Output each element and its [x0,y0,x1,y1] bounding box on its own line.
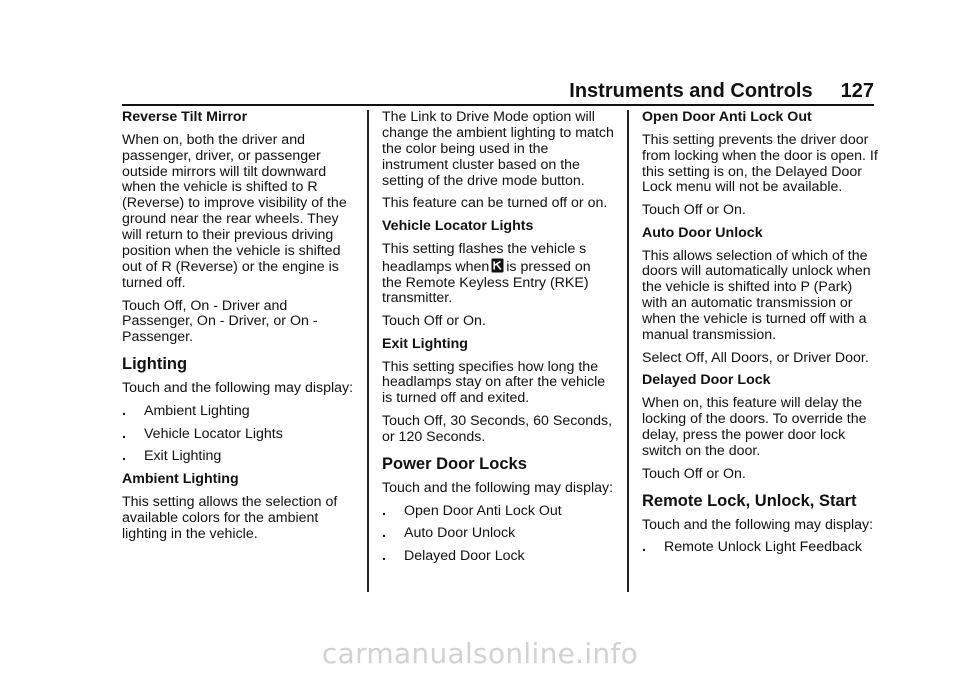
delayed-door-lock-heading: Delayed Door Lock [642,372,771,389]
power-door-locks-intro: Touch and the following may display: [382,479,614,496]
bullet-marker: . [122,425,126,442]
auto-door-unlock-options: Select Off, All Doors, or Driver Door. [642,349,869,366]
delayed-door-lock-options: Touch Off or On. [642,465,746,482]
bullet-text: Auto Door Unlock [404,525,516,542]
bullet-text: Exit Lighting [144,448,222,465]
open-door-anti-lock-out-options: Touch Off or On. [642,202,746,219]
column-divider-2 [627,110,629,592]
vehicle-locator-text-after-icon: is pressed on the Remote Keyless Entry (RKE) transmitter. [382,258,591,307]
column-2 [382,110,614,572]
bullet-marker: . [122,402,126,419]
open-door-anti-lock-out-description: This setting prevents the driver door from locking when the door is open. If this setting is on, the Delayed Door Lock menu will not be available. [642,131,878,196]
page-header [569,80,874,103]
bullet-marker: . [642,539,646,556]
remote-lock-heading: Remote Lock, Unlock, Start [642,491,857,510]
list-item [382,526,614,542]
link-drive-mode-text: The Link to Drive Mode option will change the ambient lighting to match the color being used in the instrument cluster based on the setting of the drive mode button. [382,109,614,189]
vehicle-locator-lights-description [382,242,614,308]
ambient-lighting-description: This setting allows the selection of available colors for the ambient lighting in the vehicle. [122,493,338,542]
reverse-tilt-mirror-options: Touch Off, On - Driver and Passenger, On - Driver, or On - Passenger. [122,297,318,346]
list-item [122,404,354,420]
column-divider-1 [367,110,369,592]
list-item [382,549,614,565]
column-1 [122,110,354,549]
bullet-text: Remote Unlock Light Feedback [664,539,862,556]
list-item [382,504,614,520]
list-item [642,540,880,556]
list-item [122,449,354,465]
bullet-marker: . [382,548,386,564]
bullet-text: Vehicle Locator Lights [144,425,283,442]
exit-lighting-description: This setting specifies how long the headlamps stay on after the vehicle is turned off and exited. [382,358,606,407]
power-door-locks-heading: Power Door Locks [382,454,527,473]
vehicle-locator-lights-heading: Vehicle Locator Lights [382,218,534,235]
vehicle-locator-text-line1: This setting flashes the vehicle s [382,240,587,257]
header-rule [122,104,874,106]
bullet-marker: . [382,502,386,519]
lighting-intro: Touch and the following may display: [122,380,354,397]
feature-toggle-text: This feature can be turned off or on. [382,195,608,212]
lighting-heading: Lighting [122,355,188,374]
exit-lighting-heading: Exit Lighting [382,335,468,352]
vehicle-locator-text-before-icon: headlamps when [382,258,490,275]
exit-lighting-options: Touch Off, 30 Seconds, 60 Seconds, or 120 Seconds. [382,413,613,445]
page-number: 127 [840,80,874,102]
bullet-marker: . [122,448,126,465]
list-item [122,427,354,443]
reverse-tilt-mirror-heading: Reverse Tilt Mirror [122,109,248,125]
auto-door-unlock-heading: Auto Door Unlock [642,224,763,241]
bullet-text: Delayed Door Lock [404,548,525,564]
bullet-marker: . [382,525,386,542]
watermark: carmanualsonline.info [321,637,639,670]
auto-door-unlock-description: This allows selection of which of the doors will automatically unlock when the vehicle is shifted into P (Park) with an automatic transmission or when the vehicle is turned off with a manual transmission. [642,247,871,344]
section-title: Instruments and Controls [569,80,813,102]
open-door-anti-lock-out-heading: Open Door Anti Lock Out [642,109,812,125]
remote-lock-intro: Touch and the following may display: [642,516,874,533]
remote-lock-key-icon [491,258,504,273]
column-3 [642,110,880,563]
ambient-lighting-heading: Ambient Lighting [122,471,239,488]
bullet-text: Ambient Lighting [144,402,250,419]
delayed-door-lock-description: When on, this feature will delay the locking of the doors. To override the delay, press the power door lock switch on the door. [642,395,867,459]
vehicle-locator-lights-options: Touch Off or On. [382,313,486,330]
bullet-text: Open Door Anti Lock Out [404,502,562,519]
reverse-tilt-mirror-description: When on, both the driver and passenger, driver, or passenger outside mirrors will tilt downward when the vehicle is shifted to R (Reverse) to improve visibility of the ground near the rear wheels. They will return to their previous driving position when the vehicle is shifted out of R (Reverse) or the engine is turned off. [122,131,347,291]
